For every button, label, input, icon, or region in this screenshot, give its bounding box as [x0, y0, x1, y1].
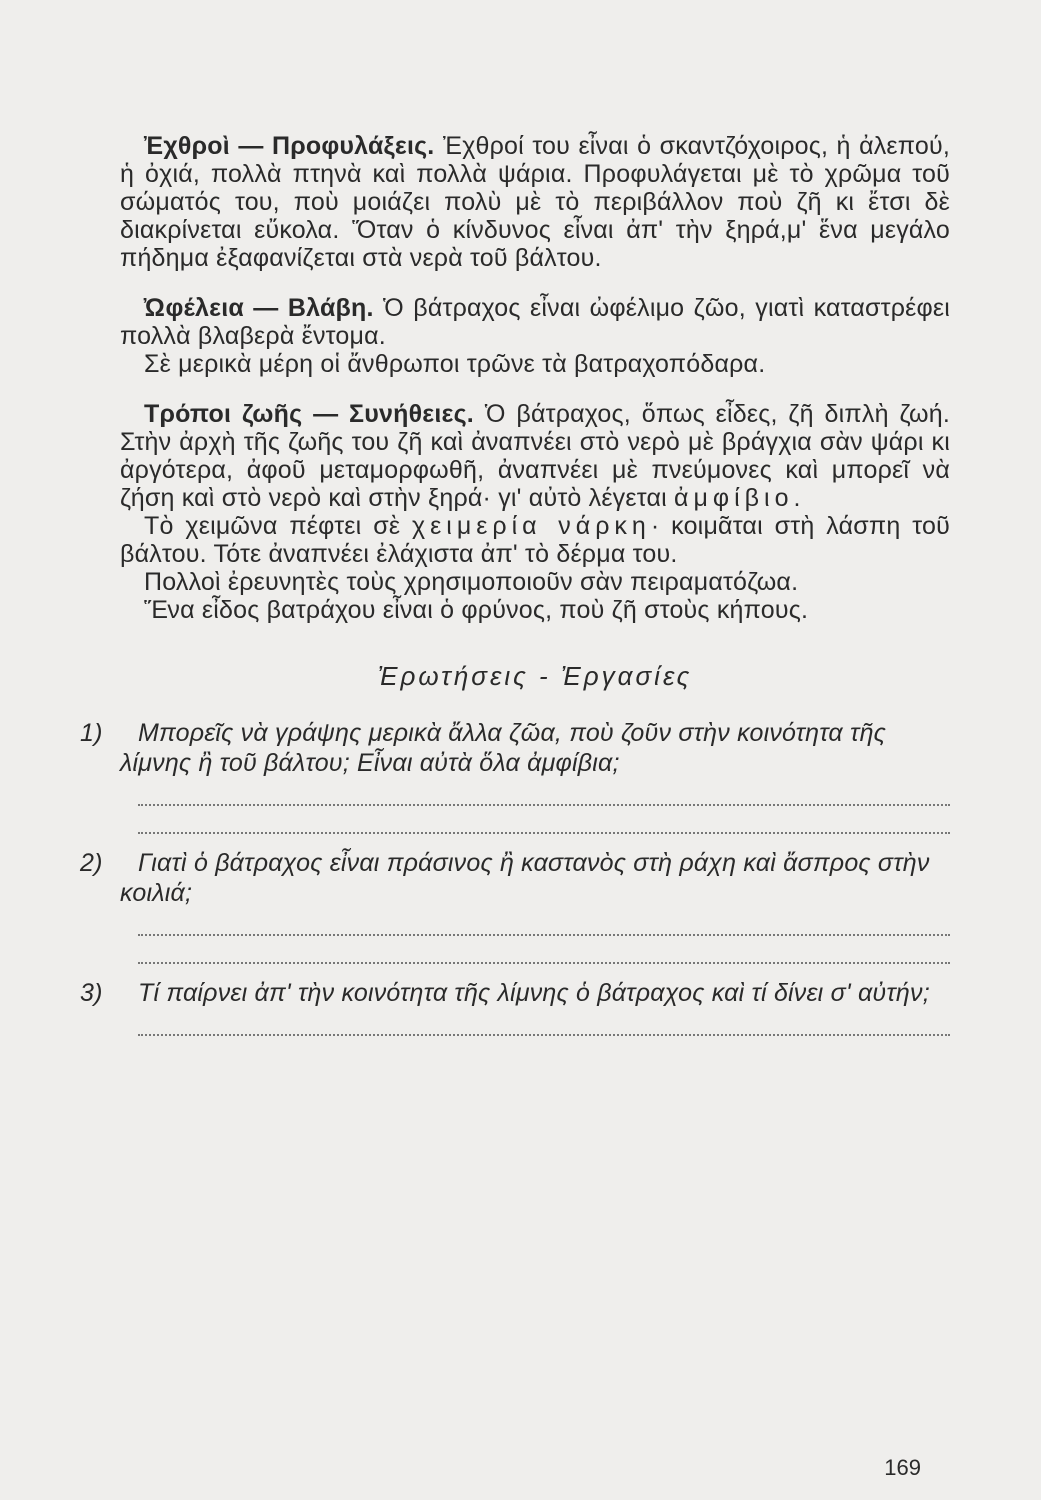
question-1 — [80, 718, 950, 834]
question-number: 2) — [80, 849, 103, 877]
question-3 — [80, 978, 950, 1036]
answer-line[interactable] — [138, 806, 950, 834]
lifestyle-heading: Τρόποι ζωῆς — Συνήθειες. — [144, 400, 474, 428]
question-number: 1) — [80, 719, 103, 747]
answer-line[interactable] — [138, 936, 950, 964]
enemies-text: Ἐχθροί του εἶναι ὁ σκαντζόχοιρος, ἡ ἀλεπού, ἡ ὀχιά, πολλὰ πτηνὰ καὶ πολλὰ ψάρια. Προφυλάγεται μὲ τὸ χρῶμα τοῦ σώματός του, ποὺ μοιάζει πολὺ μὲ τὸ περιβάλλον ποὺ ζῆ κι ἔτσι δὲ διακρίνεται εὔκολα. Ὅταν ὁ κίνδυνος εἶναι ἀπ' τὴν ξηρά,μ' ἕνα μεγάλο πήδημα ἐξαφανίζεται στὰ νερὰ τοῦ βάλτου. — [120, 132, 950, 272]
benefit-paragraph-2: Σὲ μερικὰ μέρη οἱ ἄνθρωποι τρῶνε τὰ βατραχοπόδαρα. — [144, 350, 766, 378]
benefit-text: Ὁ βάτραχος εἶναι ὠφέλιμο ζῶο, γιατὶ καταστρέφει πολλὰ βλαβερὰ ἔντομα. — [120, 294, 950, 350]
question-text: Μπορεῖς νὰ γράψης μερικὰ ἄλλα ζῶα, ποὺ ζοῦν στὴν κοινότητα τῆς λίμνης ἢ τοῦ βάλτου; Εἶναι αὐτὰ ὅλα ἀμφίβια; — [120, 719, 887, 777]
benefit-paragraph — [120, 294, 950, 350]
questions-title: Ἐρωτήσεις - Ἐργασίες — [377, 661, 693, 691]
lifestyle-paragraph — [120, 400, 950, 512]
lifestyle-text: Ὁ βάτραχος, ὅπως εἶδες, ζῆ διπλὴ ζωή. Στὴν ἀρχὴ τῆς ζωῆς του ζῆ καὶ ἀναπνέει στὸ νερὸ μὲ βράγχια σὰν ψάρι κι ἀργότερα, ἀφοῦ μεταμορφωθῆ, ἀναπνέει μὲ πνεύμονες καὶ μπορεῖ νὰ ζήση καὶ στὸ νερὸ καὶ στὴν ξηρά· γι' αὐτὸ λέγεται — [120, 400, 950, 512]
research-paragraph: Πολλοὶ ἐρευνητὲς τοὺς χρησιμοποιοῦν σὰν πειραματόζωα. — [144, 568, 799, 596]
answer-line[interactable] — [138, 1008, 950, 1036]
question-text: Τί παίρνει ἀπ' τὴν κοινότητα τῆς λίμνης ὁ βάτραχος καὶ τί δίνει σ' αὐτήν; — [138, 979, 930, 1007]
question-number: 3) — [80, 979, 103, 1007]
enemies-paragraph — [120, 132, 950, 272]
page-number: 169 — [884, 1455, 921, 1480]
lifestyle-text-end: . — [793, 484, 801, 512]
enemies-heading: Ἐχθροὶ — Προφυλάξεις. — [144, 132, 435, 160]
winter-start: Τὸ χειμῶνα πέφτει σὲ — [144, 512, 413, 540]
benefit-heading: Ὠφέλεια — Βλάβη. — [144, 294, 374, 322]
hibernation-term: χειμερία νάρκη — [412, 512, 651, 540]
answer-line[interactable] — [138, 908, 950, 936]
amphibian-term: ἀμφίβιο — [674, 484, 794, 512]
question-2 — [80, 848, 950, 964]
answer-line[interactable] — [138, 778, 950, 806]
question-text: Γιατὶ ὁ βάτραχος εἶναι πράσινος ἢ καστανὸς στὴ ράχη καὶ ἄσπρος στὴν κοιλιά; — [120, 849, 930, 907]
toad-paragraph: Ἕνα εἶδος βατράχου εἶναι ὁ φρύνος, ποὺ ζῆ στοὺς κήπους. — [144, 596, 809, 624]
winter-end: · κοιμᾶται στὴ λάσπη τοῦ βάλτου. Τότε ἀναπνέει ἐλάχιστα ἀπ' τὸ δέρμα του. — [120, 512, 950, 568]
winter-paragraph — [120, 512, 950, 568]
page-content — [80, 132, 950, 1036]
